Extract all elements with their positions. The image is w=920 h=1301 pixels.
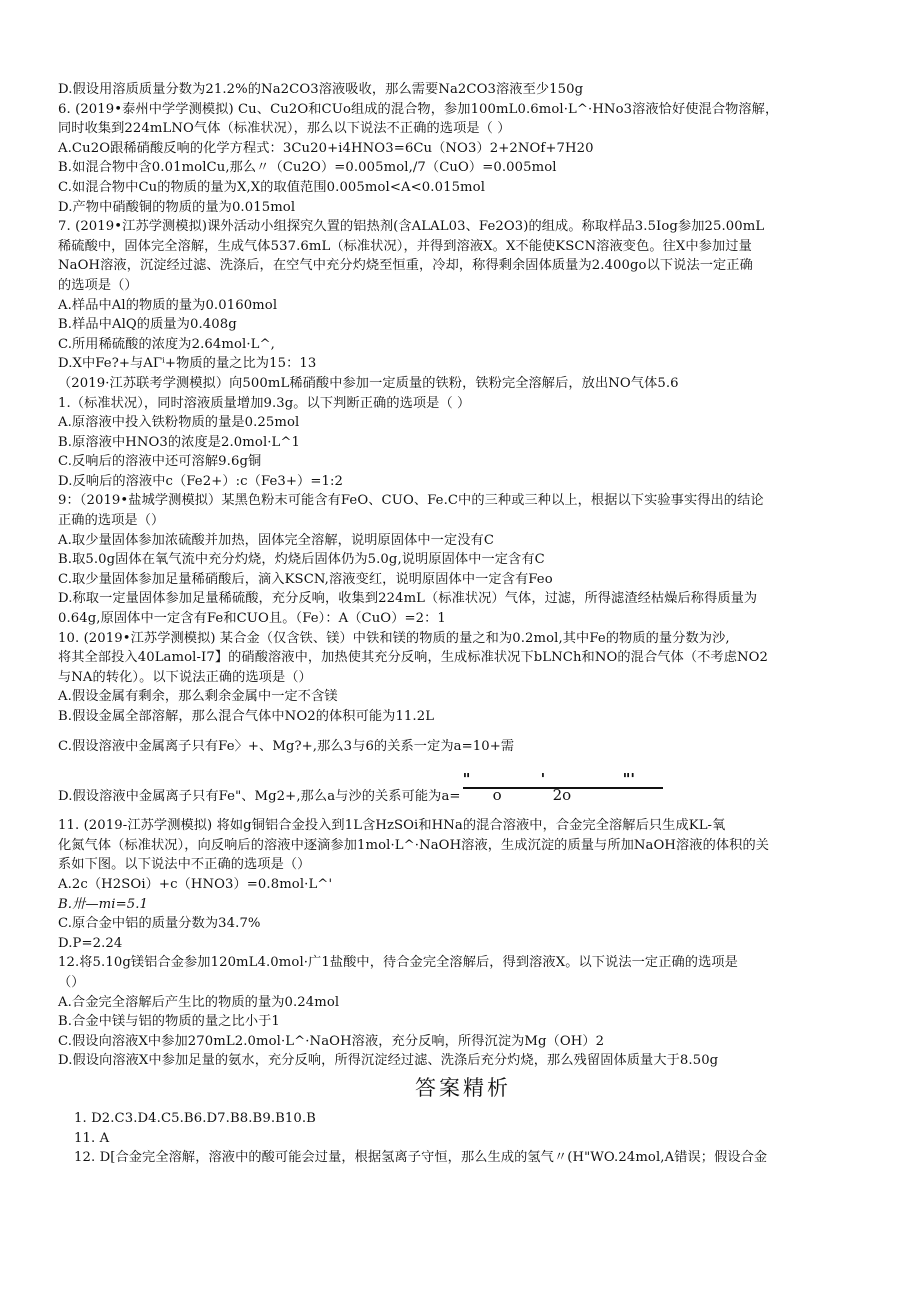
fraction-mark: "' — [622, 770, 635, 789]
spacer — [58, 727, 868, 737]
spacer — [58, 806, 868, 816]
question-12-stem: 12.将5.10g镁铝合金参加120mL4.0mol·广1盐酸中，待合金完全溶解后，得到溶液X。以下说法一定正确的选项是 — [58, 955, 738, 971]
option-a: A.取少量固体参加浓硫酸并加热，固体完全溶解，说明原固体中一定没有C — [58, 532, 495, 548]
option-b: B.合金中镁与铝的物质的量之比小于1 — [58, 1014, 280, 1030]
option-d: D.P=2.24 — [58, 935, 123, 951]
question-8-stem: （2019·江苏联考学测模拟）向500mL稀硝酸中参加一定质量的铁粉，铁粉完全溶解后，放出NO气体5.6 — [58, 375, 679, 391]
option-d: D.假设向溶液X中参加足量的氨水，充分反响，所得沉淀经过滤、洗涤后充分灼烧，那么残留固体质量大于8.50g — [58, 1053, 719, 1069]
fraction-mark: 2o — [552, 786, 572, 805]
question-11-stem: 11. (2019-江苏学测模拟) 将如g铜铝合金投入到1L含HzSOi和HNa的混合溶液中，合金完全溶解后只生成KL-氧 — [58, 818, 726, 834]
option-a: A.样品中Al的物质的量为0.0160mol — [58, 297, 278, 313]
text-line: 稀硫酸中，固体完全溶解，生成气体537.6mL（标准状况），并得到溶液X。X不能使KSCN溶液变色。往X中参加过量 — [58, 238, 752, 254]
option-b: B.原溶液中HNO3的浓度是2.0mol·L^1 — [58, 434, 301, 450]
text-line: 正确的选项是（） — [58, 513, 165, 529]
text-line: 将其全部投入40Lamol-I7】的硝酸溶液中，加热使其充分反响，生成标准状况下bLNCh和NO的混合气体（不考虑NO2 — [58, 650, 769, 666]
option-d: D.X中Fe?+与AΓⁱ+物质的量之比为15：13 — [58, 356, 317, 372]
option-b: B.样品中AlQ的质量为0.408g — [58, 317, 237, 333]
text-line: D.假设用溶质质量分数为21.2%的Na2CO3溶液吸收，那么需要Na2CO3溶液至少150g — [58, 82, 584, 97]
option-b: B.取5.0g固体在氧气流中充分灼烧，灼烧后固体仍为5.0g,说明原固体中一定含有C — [58, 552, 545, 568]
document-page — [58, 80, 868, 1168]
answer-section-title: 答案精析 — [415, 1075, 511, 1100]
question-6-stem: 6. (2019•泰州中学学测模拟) Cu、Cu2O和CUo组成的混合物，参加100mL0.6mol·L^·HNo3溶液恰好使混合物溶解， — [58, 101, 779, 117]
text-line: 系如下图。以下说法中不正确的选项是（） — [58, 857, 311, 873]
fraction-mark: o — [492, 786, 502, 805]
question-7-stem: 7. (2019•江苏学测模拟)课外活动小组探究久置的铝热剂(含ALAL03、Fe2O3)的组成。称取样品3.5Iog参加25.00mL — [58, 219, 765, 235]
question-9-stem: 9：（2019•盐城学测模拟）某黑色粉末可能含有FeO、CUO、Fe.C中的三种或三种以上，根据以下实验事实得出的结论 — [58, 493, 764, 509]
answer-line: 12. D[合金完全溶解，溶液中的酸可能会过量，根据氢离子守恒，那么生成的氢气〃(H"WO.24mol,A错误；假设合金 — [74, 1150, 768, 1166]
option-b: B.如混合物中含0.01molCu,那么〃（Cu2O）=0.005mol,/7（CuO）=0.005mol — [58, 160, 557, 176]
option-c: C.如混合物中Cu的物质的量为X,X的取值范围0.005mol<A<0.015mol — [58, 179, 486, 195]
option-a: A.原溶液中投入铁粉物质的量是0.25mol — [58, 415, 300, 431]
option-d: D.称取一定量固体参加足量稀硫酸，充分反响，收集到224mL（标准状况）气体，过滤，所得滤渣经枯燥后称得质量为 — [58, 591, 758, 607]
option-c: C.取少量固体参加足量稀硝酸后，滴入KSCN,溶液变红，说明原固体中一定含有Feo — [58, 571, 553, 587]
option-d: D.产物中硝酸铜的物质的量为0.015mol — [58, 199, 296, 215]
option-a: A.2c（H2SOi）+c（HNO3）=0.8mol·L^' — [58, 876, 333, 892]
option-c: C.原合金中铝的质量分数为34.7% — [58, 916, 261, 932]
text-line: 0.64g,原固体中一定含有Fe和CUO且。（Fe）：A（CuO）=2：1 — [58, 611, 446, 627]
fraction-mark: ' — [540, 770, 546, 789]
fraction-expression — [462, 770, 663, 806]
option-a: A.Cu2O跟稀硝酸反响的化学方程式：3Cu20+i4HNO3=6Cu（NO3）2+2NOf+7H20 — [58, 140, 594, 156]
text-line: 与NA的转化）。以下说法正确的选项是（） — [58, 669, 312, 685]
option-c: C.假设向溶液X中参加270mL2.0mol·L^·NaOH溶液，充分反响，所得沉淀为Mg（OH）2 — [58, 1033, 605, 1049]
option-c: C.所用稀硫酸的浓度为2.64mol·L^, — [58, 336, 275, 352]
text-line: （） — [58, 974, 85, 990]
option-a: A.合金完全溶解后产生比的物质的量为0.24mol — [58, 994, 340, 1010]
option-b: B.卅—mi=5.1 — [58, 896, 149, 912]
option-c: C.反响后的溶液中还可溶解9.6g铜 — [58, 454, 262, 470]
option-d-text: D.假设溶液中金属离子只有Fe"、Mg2+,那么a与沙的关系可能为a= — [58, 788, 461, 804]
option-d: D.反响后的溶液中c（Fe2+）:c（Fe3+）=1:2 — [58, 473, 343, 489]
text-line: NaOH溶液，沉淀经过滤、洗涤后，在空气中充分灼烧至恒重，冷却，称得剩余固体质量为2.400go以下说法一定正确 — [58, 258, 753, 274]
text-line: 同时收集到224mLNO气体（标准状况），那么以下说法不正确的选项是（ ） — [58, 121, 511, 137]
option-a: A.假设金属有剩余，那么剩余金属中一定不含镁 — [58, 689, 338, 705]
option-c: C.假设溶液中金属离子只有Fe〉+、Mg?+,那么3与6的关系一定为a=10+需 — [58, 738, 515, 754]
answer-line: 11. A — [74, 1130, 110, 1146]
text-line: 1.（标准状况），同时溶液质量增加9.3g。以下判断正确的选项是（ ） — [58, 395, 471, 411]
answer-line: 1. D2.C3.D4.C5.B6.D7.B8.B9.B10.B — [74, 1110, 316, 1126]
text-line: 的选项是（） — [58, 277, 138, 293]
text-line: 化氮气体（标准状况），向反响后的溶液中逐滴参加1mol·L^·NaOH溶液，生成沉淀的质量与所加NaOH溶液的体积的关 — [58, 837, 770, 853]
fraction-mark: " — [462, 770, 471, 789]
option-d — [58, 770, 868, 806]
question-10-stem: 10. (2019•江苏学测模拟) 某合金（仅含铁、镁）中铁和镁的物质的量之和为0.2mol,其中Fe的物质的量分数为沙, — [58, 630, 730, 646]
option-b: B.假设金属全部溶解，那么混合气体中NO2的体积可能为11.2L — [58, 709, 435, 724]
